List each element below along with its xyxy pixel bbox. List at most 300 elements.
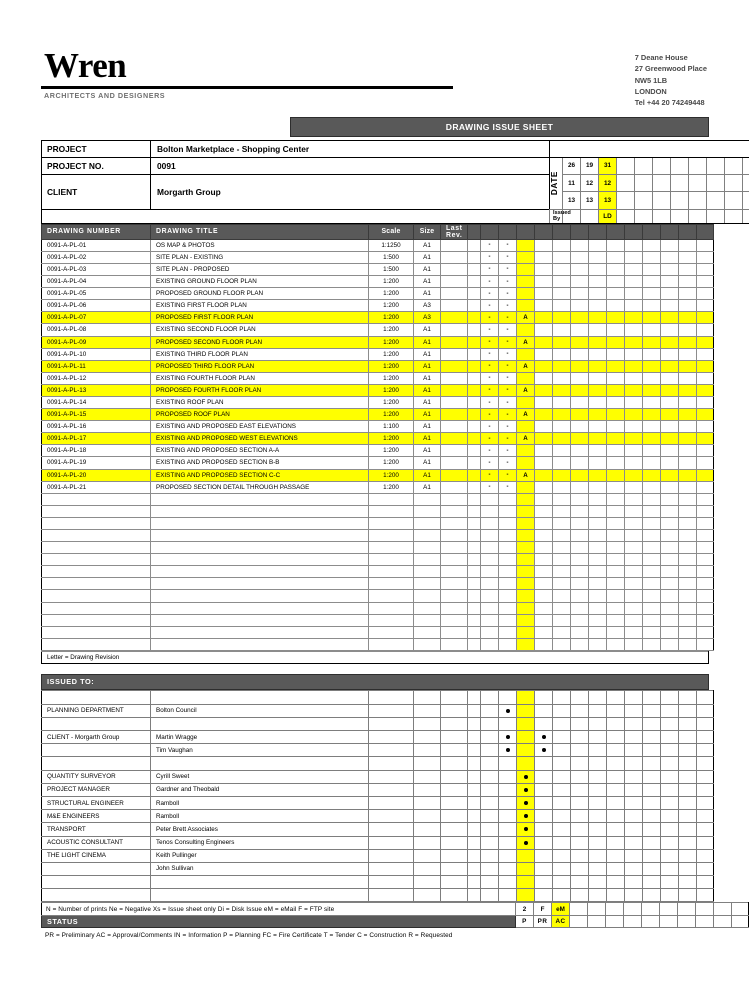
drawing-number: 0091-A-PL-08	[42, 324, 151, 336]
revision-cell	[535, 614, 553, 626]
empty-cell	[42, 554, 151, 566]
revision-cell	[625, 542, 643, 554]
grid-spacer	[468, 348, 481, 360]
revision-cell	[571, 409, 589, 421]
drawing-scale: 1:200	[369, 457, 414, 469]
drawing-scale: 1:200	[369, 433, 414, 445]
empty-cell	[151, 638, 369, 650]
grid-spacer	[468, 566, 481, 578]
revision-cell	[661, 626, 679, 638]
empty-cell	[414, 566, 441, 578]
date-month-cell-8	[707, 174, 725, 192]
revision-cell	[679, 348, 697, 360]
grid-spacer	[468, 360, 481, 372]
revision-cell	[589, 626, 607, 638]
revision-cell	[517, 457, 535, 469]
revision-cell	[607, 276, 625, 288]
grid-spacer	[468, 602, 481, 614]
revision-cell	[553, 530, 571, 542]
revision-cell	[517, 590, 535, 602]
issued-blank-cell	[441, 876, 468, 889]
issued-grid-cell	[553, 849, 571, 862]
issued-grid-cell	[589, 731, 607, 744]
drawing-scale: 1:1250	[369, 239, 414, 251]
revision-cell	[535, 602, 553, 614]
issued-blank-cell	[441, 744, 468, 757]
issued-blank-cell	[414, 757, 441, 770]
recipient-role	[42, 889, 151, 902]
revision-cell	[607, 324, 625, 336]
recipient-name: Keith Pullinger	[151, 849, 369, 862]
issued-blank-cell	[441, 810, 468, 823]
drawing-scale: 1:200	[369, 469, 414, 481]
revision-cell	[481, 542, 499, 554]
revision-cell	[679, 638, 697, 650]
grid-spacer	[468, 493, 481, 505]
revision-cell	[679, 481, 697, 493]
revision-cell	[535, 433, 553, 445]
print-cell-11	[714, 903, 732, 916]
issued-grid-cell	[571, 744, 589, 757]
issued-grid-cell	[571, 704, 589, 717]
issued-grid-cell	[553, 744, 571, 757]
revision-cell: -	[481, 360, 499, 372]
issued-grid-cell	[679, 876, 697, 889]
issued-grid-cell	[697, 823, 714, 836]
issued-blank-cell	[414, 876, 441, 889]
recipient-name	[151, 757, 369, 770]
status-cell-4	[588, 915, 606, 928]
revision-cell	[625, 554, 643, 566]
issued-to-header: ISSUED TO:	[41, 674, 709, 691]
issued-grid-cell	[607, 836, 625, 849]
issued-grid-cell	[481, 862, 499, 875]
issued-grid-cell	[571, 862, 589, 875]
issued-by-spacer	[42, 209, 550, 223]
revision-cell: -	[481, 433, 499, 445]
issued-grid-cell	[499, 796, 517, 809]
date-month-cell-3	[617, 174, 635, 192]
revision-cell	[535, 312, 553, 324]
revision-cell	[661, 493, 679, 505]
recipient-name: Cyrill Sweet	[151, 770, 369, 783]
revision-cell	[571, 251, 589, 263]
revision-cell	[643, 445, 661, 457]
revision-cell	[553, 372, 571, 384]
issued-grid-cell	[607, 823, 625, 836]
sheet-header	[41, 48, 709, 108]
drawing-size: A1	[414, 372, 441, 384]
revision-cell	[643, 614, 661, 626]
header-grid-13	[697, 224, 714, 239]
issued-grid-cell	[571, 889, 589, 902]
issue-dot-marker	[535, 748, 552, 752]
revision-cell	[535, 590, 553, 602]
empty-cell	[441, 566, 468, 578]
revision-cell	[661, 396, 679, 408]
revision-cell	[625, 348, 643, 360]
issued-grid-cell	[679, 889, 697, 902]
issued-grid-cell	[607, 810, 625, 823]
revision-cell	[643, 288, 661, 300]
revision-cell	[697, 433, 714, 445]
register-header-row	[42, 224, 714, 239]
revision-cell	[535, 542, 553, 554]
issued-grid-cell	[679, 744, 697, 757]
drawing-last-rev	[441, 288, 468, 300]
revision-cell: -	[499, 396, 517, 408]
revision-cell	[661, 312, 679, 324]
revision-cell	[679, 251, 697, 263]
revision-cell	[625, 457, 643, 469]
recipient-role: STRUCTURAL ENGINEER	[42, 796, 151, 809]
revision-cell	[625, 614, 643, 626]
date-month-cell-2: 12	[599, 174, 617, 192]
revision-cell: -	[481, 288, 499, 300]
revision-cell	[625, 638, 643, 650]
revision-cell	[607, 469, 625, 481]
issued-grid-cell	[661, 849, 679, 862]
issued-grid-cell	[517, 849, 535, 862]
revision-cell	[589, 566, 607, 578]
revision-cell: -	[499, 457, 517, 469]
revision-cell	[553, 348, 571, 360]
revision-cell	[571, 638, 589, 650]
revision-cell	[571, 493, 589, 505]
issued-grid-cell	[481, 704, 499, 717]
revision-cell	[625, 360, 643, 372]
empty-cell	[369, 578, 414, 590]
issued-grid-cell	[697, 862, 714, 875]
revision-cell	[697, 263, 714, 275]
revision-cell	[589, 312, 607, 324]
revision-cell: -	[499, 372, 517, 384]
issued-grid-cell	[679, 836, 697, 849]
recipient-role	[42, 717, 151, 730]
revision-cell	[553, 626, 571, 638]
table-row	[42, 312, 714, 324]
revision-cell	[661, 409, 679, 421]
issued-blank-cell	[414, 836, 441, 849]
date-year-cell-7	[689, 192, 707, 210]
drawing-title: SITE PLAN - EXISTING	[151, 251, 369, 263]
issued-grid-cell	[661, 810, 679, 823]
issued-grid-cell	[481, 757, 499, 770]
drawing-scale: 1:200	[369, 324, 414, 336]
issued-grid-cell	[517, 810, 535, 823]
issued-grid-cell	[625, 849, 643, 862]
empty-cell	[369, 554, 414, 566]
date-day-cell-3	[617, 157, 635, 174]
issued-grid-cell	[661, 889, 679, 902]
revision-cell: -	[499, 384, 517, 396]
revision-cell	[643, 530, 661, 542]
issued-grid-cell	[571, 823, 589, 836]
empty-cell	[414, 505, 441, 517]
table-row-empty	[42, 602, 714, 614]
revision-cell	[697, 590, 714, 602]
drawing-number: 0091-A-PL-09	[42, 336, 151, 348]
issued-blank-cell	[369, 862, 414, 875]
revision-cell: -	[499, 481, 517, 493]
drawing-title: EXISTING AND PROPOSED SECTION B-B	[151, 457, 369, 469]
revision-cell	[643, 433, 661, 445]
empty-cell	[42, 626, 151, 638]
revision-cell	[661, 542, 679, 554]
status-row	[42, 915, 749, 928]
table-row	[42, 396, 714, 408]
revision-cell	[589, 542, 607, 554]
table-row	[42, 360, 714, 372]
project-row	[42, 140, 749, 157]
revision-cell	[679, 276, 697, 288]
drawing-title: SITE PLAN - PROPOSED	[151, 263, 369, 275]
drawing-scale: 1:200	[369, 348, 414, 360]
revision-cell	[679, 457, 697, 469]
revision-cell	[571, 348, 589, 360]
revision-cell: -	[499, 409, 517, 421]
grid-spacer	[468, 836, 481, 849]
issued-blank-cell	[369, 770, 414, 783]
recipient-role	[42, 691, 151, 704]
revision-cell: -	[481, 481, 499, 493]
revision-cell	[679, 493, 697, 505]
issued-grid-cell	[535, 704, 553, 717]
status-cell-3	[570, 915, 588, 928]
empty-cell	[369, 614, 414, 626]
revision-cell	[643, 493, 661, 505]
print-cell-12	[732, 903, 749, 916]
revision-cell	[589, 263, 607, 275]
table-row-empty	[42, 638, 714, 650]
date-day-cell-6	[671, 157, 689, 174]
issue-dot-marker	[517, 841, 534, 845]
revision-cell	[535, 384, 553, 396]
revision-cell	[571, 396, 589, 408]
revision-cell	[589, 457, 607, 469]
revision-cell	[679, 421, 697, 433]
revision-cell: -	[499, 433, 517, 445]
issued-grid-cell	[661, 731, 679, 744]
revision-cell	[643, 348, 661, 360]
grid-spacer	[468, 731, 481, 744]
grid-spacer	[468, 530, 481, 542]
revision-cell	[589, 251, 607, 263]
issued-grid-cell	[697, 836, 714, 849]
table-row	[42, 336, 714, 348]
print-legend-row	[42, 903, 749, 916]
issued-grid-cell	[553, 823, 571, 836]
status-cell-7	[642, 915, 660, 928]
revision-cell: -	[481, 263, 499, 275]
revision-cell	[625, 239, 643, 251]
issued-grid-cell	[553, 783, 571, 796]
revision-cell	[535, 324, 553, 336]
revision-cell	[607, 602, 625, 614]
revision-cell	[553, 578, 571, 590]
recipient-role: CLIENT - Morgarth Group	[42, 731, 151, 744]
empty-cell	[151, 530, 369, 542]
revision-cell	[571, 578, 589, 590]
revision-cell	[697, 566, 714, 578]
revision-cell	[553, 542, 571, 554]
issued-grid-cell	[571, 691, 589, 704]
date-year-cell-6	[671, 192, 689, 210]
revision-cell	[643, 566, 661, 578]
print-cell-7	[642, 903, 660, 916]
issued-grid-cell	[535, 783, 553, 796]
issued-grid-cell	[499, 704, 517, 717]
revision-cell	[553, 517, 571, 529]
revision-cell	[679, 445, 697, 457]
revision-cell	[517, 300, 535, 312]
recipient-role	[42, 757, 151, 770]
issued-grid-cell	[643, 836, 661, 849]
grid-spacer	[468, 614, 481, 626]
issued-grid-cell	[481, 876, 499, 889]
revision-cell	[553, 384, 571, 396]
revision-cell	[535, 409, 553, 421]
revision-cell	[625, 263, 643, 275]
issued-blank-cell	[369, 876, 414, 889]
empty-cell	[441, 554, 468, 566]
status-value-0: P	[516, 915, 534, 928]
revision-cell	[553, 263, 571, 275]
revision-cell: A	[517, 433, 535, 445]
issued-grid-cell	[697, 744, 714, 757]
company-logo	[41, 48, 453, 100]
issued-blank-cell	[441, 770, 468, 783]
revision-cell: -	[481, 324, 499, 336]
revision-cell	[661, 360, 679, 372]
issued-grid-cell	[535, 757, 553, 770]
grid-spacer	[468, 239, 481, 251]
issued-grid-cell	[589, 783, 607, 796]
revision-cell	[697, 530, 714, 542]
drawing-last-rev	[441, 324, 468, 336]
issued-grid-cell	[643, 783, 661, 796]
address-phone: Tel +44 20 74249448	[634, 98, 705, 107]
issued-blank-cell	[441, 783, 468, 796]
revision-cell	[625, 445, 643, 457]
issued-grid-cell	[535, 691, 553, 704]
issued-grid-cell	[535, 770, 553, 783]
revision-cell	[607, 336, 625, 348]
revision-cell	[589, 445, 607, 457]
project-no-row	[42, 157, 749, 174]
revision-cell	[571, 276, 589, 288]
revision-cell	[697, 626, 714, 638]
drawing-last-rev	[441, 409, 468, 421]
grid-spacer	[468, 300, 481, 312]
revision-cell: -	[481, 396, 499, 408]
grid-spacer	[468, 457, 481, 469]
issued-grid-cell	[535, 836, 553, 849]
revision-cell	[589, 409, 607, 421]
drawing-last-rev	[441, 481, 468, 493]
revision-cell	[535, 554, 553, 566]
drawing-number: 0091-A-PL-01	[42, 239, 151, 251]
date-day-cell-7	[689, 157, 707, 174]
revision-cell	[571, 445, 589, 457]
project-value: Bolton Marketplace - Shopping Center	[151, 140, 550, 157]
issued-grid-cell	[481, 810, 499, 823]
recipient-name: Peter Brett Associates	[151, 823, 369, 836]
revision-cell	[679, 336, 697, 348]
header-scale: Scale	[369, 224, 414, 239]
date-day-cell-0: 26	[563, 157, 581, 174]
table-row	[42, 300, 714, 312]
recipient-role: M&E ENGINEERS	[42, 810, 151, 823]
revision-cell	[625, 566, 643, 578]
revision-cell	[589, 348, 607, 360]
status-legend: PR = Preliminary AC = Approval/Comments IN = Information P = Planning FC = Fire Certificate T = Tender C = Construction R = Requested	[45, 932, 453, 940]
drawing-number: 0091-A-PL-12	[42, 372, 151, 384]
revision-cell: -	[499, 288, 517, 300]
issued-grid-cell	[589, 704, 607, 717]
revision-cell	[679, 396, 697, 408]
revision-cell	[553, 469, 571, 481]
revision-cell	[481, 493, 499, 505]
print-cell-4	[588, 903, 606, 916]
revision-cell	[625, 288, 643, 300]
issued-grid-cell	[499, 876, 517, 889]
header-grid-8	[607, 224, 625, 239]
drawing-number: 0091-A-PL-16	[42, 421, 151, 433]
revision-cell	[499, 602, 517, 614]
issued-blank-cell	[441, 823, 468, 836]
empty-cell	[151, 614, 369, 626]
table-row	[42, 384, 714, 396]
empty-cell	[369, 530, 414, 542]
grid-spacer	[468, 691, 481, 704]
revision-cell	[571, 554, 589, 566]
issued-by-cell-4	[635, 209, 653, 223]
drawing-last-rev	[441, 360, 468, 372]
revision-cell	[553, 300, 571, 312]
revision-cell	[553, 445, 571, 457]
status-value-2: AC	[552, 915, 570, 928]
revision-cell: -	[481, 300, 499, 312]
revision-cell	[697, 251, 714, 263]
empty-cell	[151, 505, 369, 517]
revision-cell	[517, 602, 535, 614]
print-cell-9	[678, 903, 696, 916]
issued-to-row	[42, 823, 714, 836]
issued-grid-cell	[607, 889, 625, 902]
issued-grid-cell	[679, 849, 697, 862]
issued-grid-cell	[643, 717, 661, 730]
table-row-empty	[42, 566, 714, 578]
revision-cell	[499, 566, 517, 578]
issue-dot-marker	[499, 748, 516, 752]
issued-by-label: Issued By	[550, 209, 563, 223]
revision-cell	[553, 602, 571, 614]
drawing-size: A3	[414, 312, 441, 324]
revision-cell: -	[499, 445, 517, 457]
revision-cell	[571, 481, 589, 493]
grid-spacer	[468, 409, 481, 421]
recipient-name	[151, 889, 369, 902]
revision-cell	[643, 409, 661, 421]
drawing-size: A1	[414, 421, 441, 433]
issued-grid-cell	[589, 876, 607, 889]
issued-grid-cell	[499, 889, 517, 902]
recipient-name: Martin Wragge	[151, 731, 369, 744]
empty-cell	[151, 602, 369, 614]
grid-spacer	[468, 517, 481, 529]
date-month-cell-7	[689, 174, 707, 192]
